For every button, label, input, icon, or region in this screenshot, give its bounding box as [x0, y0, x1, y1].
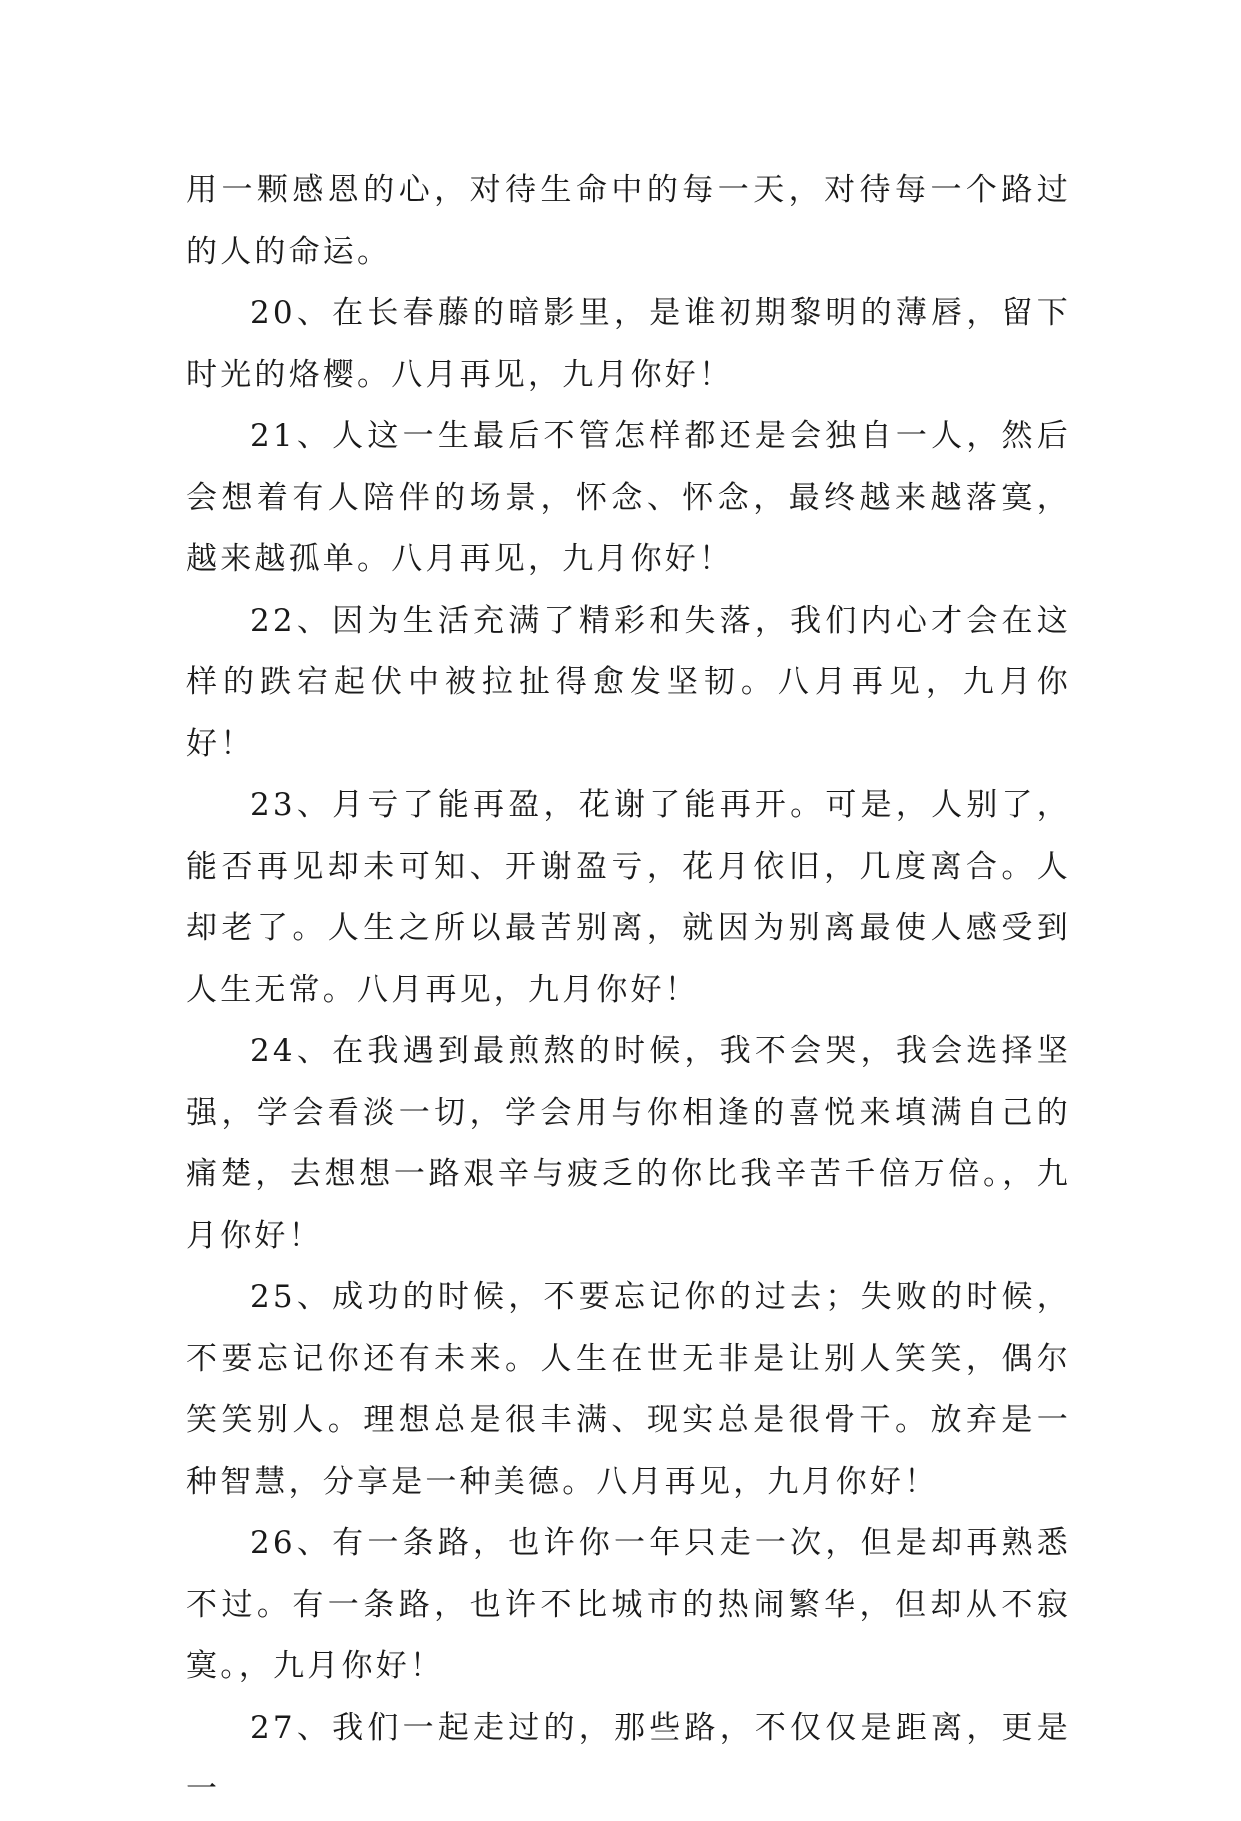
- paragraph-22: 22、因为生活充满了精彩和失落，我们内心才会在这样的跌宕起伏中被拉扯得愈发坚韧。八月再见，九月你好！: [186, 602, 1071, 762]
- paragraph-21: 21、人这一生最后不管怎样都还是会独自一人，然后会想着有人陪伴的场景，怀念、怀念，最终越来越落寞，越来越孤单。八月再见，九月你好！: [186, 418, 1071, 577]
- paragraph-27: 27、我们一起走过的，那些路，不仅仅是距离，更是一: [186, 1709, 1071, 1807]
- paragraph-26: 26、有一条路，也许你一年只走一次，但是却再熟悉不过。有一条路，也许不比城市的热闹繁华，但却从不寂寞。，九月你好！: [186, 1525, 1071, 1684]
- paragraph-20: 20、在长春藤的暗影里，是谁初期黎明的薄唇，留下时光的烙樱。八月再见，九月你好！: [186, 295, 1071, 393]
- paragraph-23: 23、月亏了能再盈，花谢了能再开。可是，人别了，能否再见却未可知、开谢盈亏，花月依旧，几度离合。人却老了。人生之所以最苦别离，就因为别离最使人感受到人生无常。八月再见，九月你好！: [186, 787, 1071, 1008]
- paragraph-continuation: 用一颗感恩的心，对待生命中的每一天，对待每一个路过的人的命运。: [186, 172, 1071, 270]
- document-body: [186, 160, 1071, 1821]
- paragraph-25: 25、成功的时候，不要忘记你的过去；失败的时候，不要忘记你还有未来。人生在世无非是让别人笑笑，偶尔笑笑别人。理想总是很丰满、现实总是很骨干。放弃是一种智慧，分享是一种美德。八月再见，九月你好！: [186, 1279, 1071, 1500]
- paragraph-24: 24、在我遇到最煎熬的时候，我不会哭，我会选择坚强，学会看淡一切，学会用与你相逢的喜悦来填满自己的痛楚，去想想一路艰辛与疲乏的你比我辛苦千倍万倍。，九月你好！: [186, 1033, 1071, 1254]
